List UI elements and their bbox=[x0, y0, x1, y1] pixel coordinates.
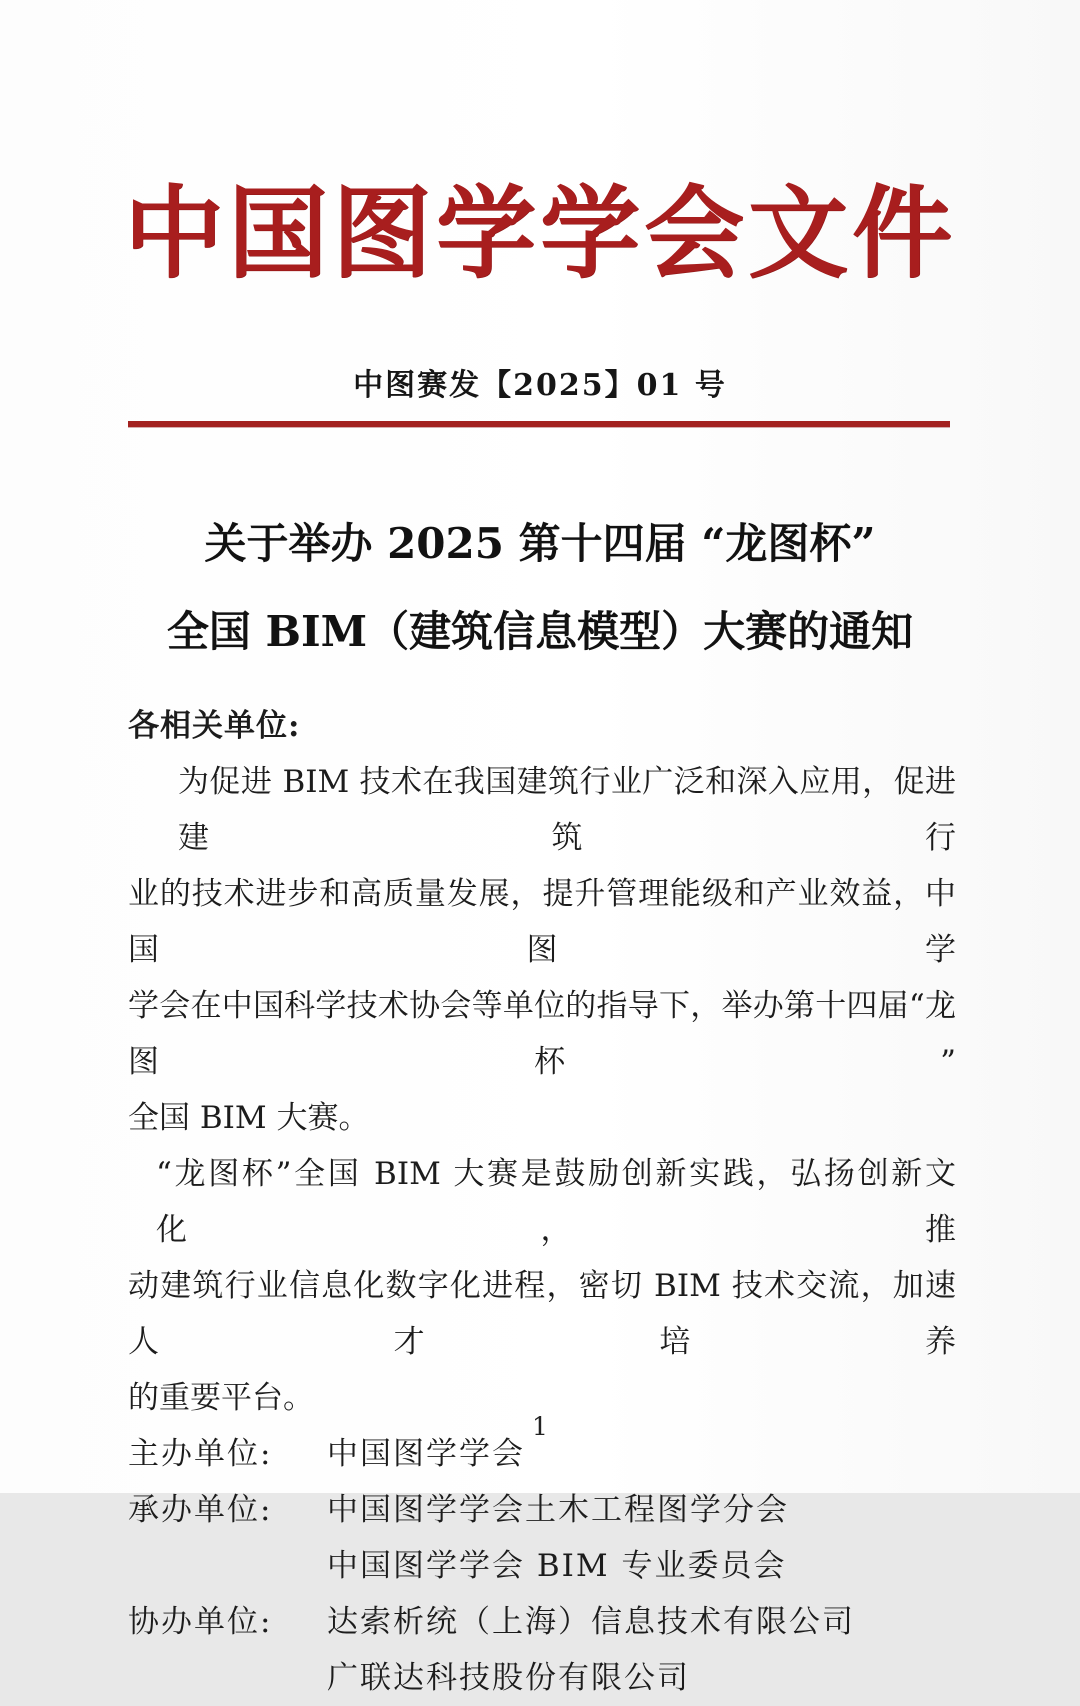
organizer-host-label: 主办单位: bbox=[128, 1436, 273, 1472]
organizer-undertaker-row-1 bbox=[128, 1482, 956, 1538]
paragraph-1-line-4: 全国 BIM 大赛。 bbox=[128, 1100, 370, 1136]
organizer-coorganizer-label: 协办单位: bbox=[128, 1604, 273, 1640]
organizer-coorganizer-value-2: 广联达科技股份有限公司 bbox=[327, 1660, 690, 1696]
document-title-line-2: 全国 BIM（建筑信息模型）大赛的通知 bbox=[166, 607, 914, 656]
document-body bbox=[128, 698, 956, 1706]
document-number: 中图赛发【2025】01 号 bbox=[353, 368, 727, 403]
red-divider-rule bbox=[128, 421, 950, 427]
paragraph-1-line-2: 业的技术进步和高质量发展，提升管理能级和产业效益，中国图学 bbox=[128, 876, 956, 968]
organizer-undertaker-label: 承办单位: bbox=[128, 1492, 273, 1528]
letterhead-title: 中国图学学会文件 bbox=[124, 174, 956, 292]
organizer-undertaker-value-1: 中国图学学会土木工程图学分会 bbox=[327, 1492, 789, 1528]
organizer-coorganizer-value-1: 达索析统（上海）信息技术有限公司 bbox=[327, 1604, 855, 1640]
organizer-host-value: 中国图学学会 bbox=[327, 1436, 525, 1472]
organizer-undertaker-row-2 bbox=[128, 1538, 956, 1594]
paragraph-2-line-3: 的重要平台。 bbox=[128, 1380, 314, 1416]
document-title-line-1: 关于举办 2025 第十四届 “龙图杯” bbox=[204, 519, 876, 568]
organizer-coorganizer-row-2 bbox=[128, 1650, 956, 1706]
salutation: 各相关单位: bbox=[128, 708, 301, 744]
paragraph-2-line-2: 动建筑行业信息化数字化进程，密切 BIM 技术交流，加速人才培养 bbox=[128, 1268, 956, 1360]
paragraph-1-line-1: 为促进 BIM 技术在我国建筑行业广泛和深入应用，促进建筑行 bbox=[178, 764, 956, 856]
paragraph-1-line-3: 学会在中国科学技术协会等单位的指导下，举办第十四届“龙图杯” bbox=[128, 988, 956, 1080]
paragraph-2-line-1: “龙图杯”全国 BIM 大赛是鼓励创新实践，弘扬创新文化，推 bbox=[156, 1156, 956, 1248]
organizer-coorganizer-row-1 bbox=[128, 1594, 956, 1650]
page-number: 1 bbox=[532, 1412, 548, 1441]
organizer-undertaker-value-2: 中国图学学会 BIM 专业委员会 bbox=[327, 1548, 787, 1584]
document-title bbox=[0, 500, 1080, 676]
